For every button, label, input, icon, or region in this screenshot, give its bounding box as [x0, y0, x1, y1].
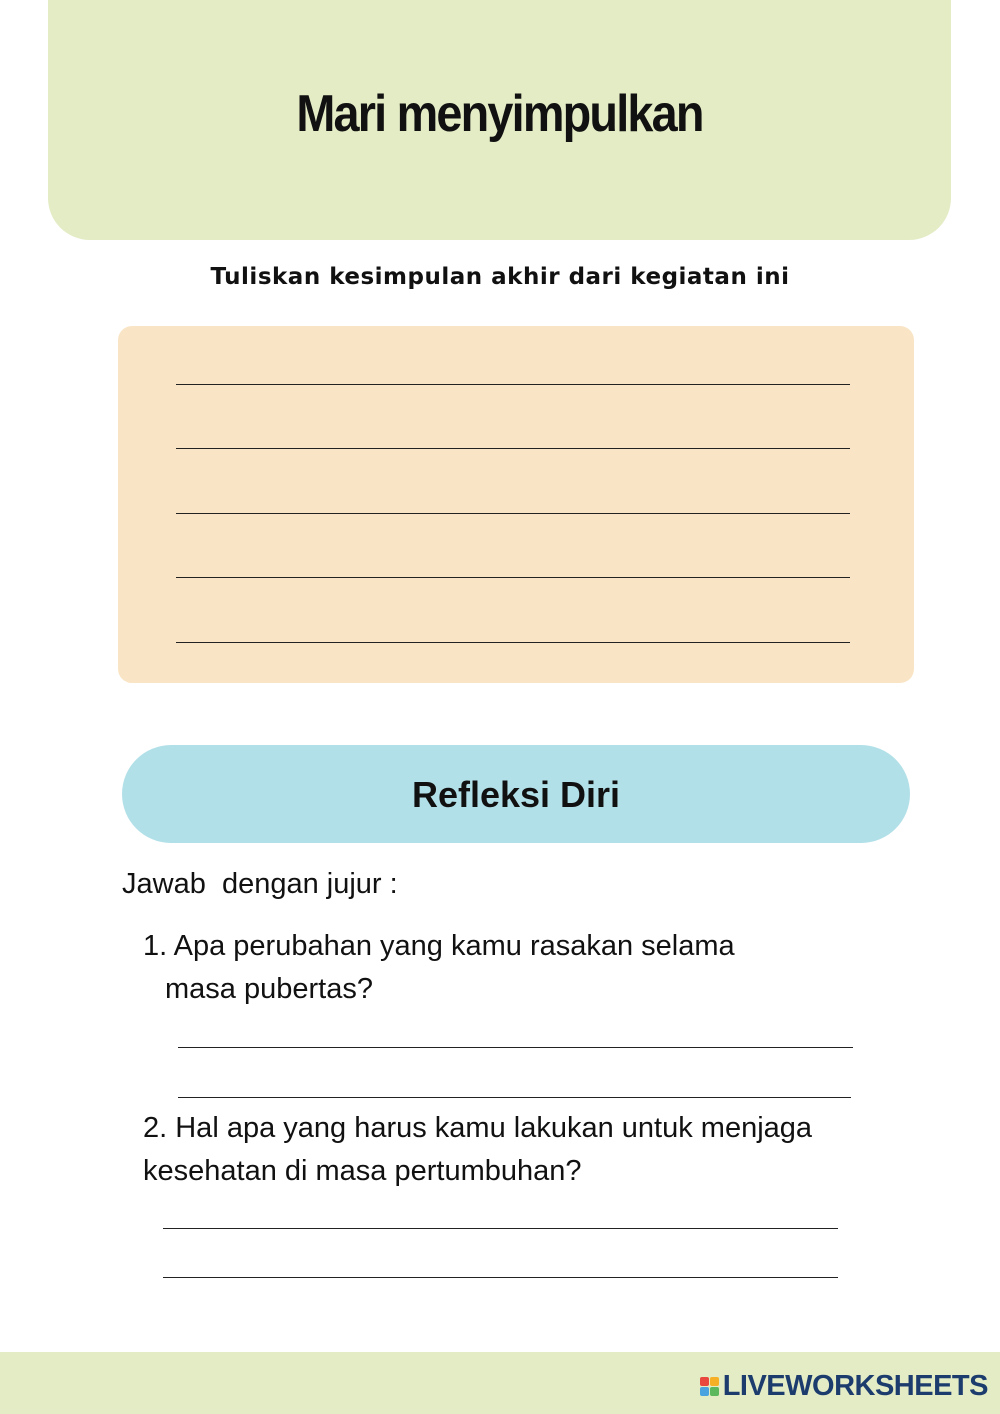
question-1-answer-line[interactable]: [178, 1047, 853, 1048]
reflection-header: [122, 745, 910, 843]
footer-bar: [0, 1352, 1000, 1414]
reflection-title: Refleksi Diri: [411, 774, 621, 815]
page-title: Mari menyimpulkan: [296, 85, 703, 143]
question-2-line-1: 2. Hal apa yang harus kamu lakukan untuk menjaga: [143, 1112, 813, 1144]
brand-link[interactable]: [700, 1370, 988, 1403]
reflection-intro: Jawab dengan jujur :: [122, 868, 398, 900]
question-2-answer-line[interactable]: [163, 1277, 838, 1278]
question-2-line-2: kesehatan di masa pertumbuhan?: [143, 1155, 582, 1187]
question-1-line-1: 1. Apa perubahan yang kamu rasakan selama: [143, 930, 735, 962]
liveworksheets-logo-icon: [700, 1377, 719, 1396]
question-1-answer-line[interactable]: [178, 1097, 851, 1098]
question-1-line-2: masa pubertas?: [165, 973, 373, 1005]
answer-line[interactable]: [176, 577, 850, 578]
question-2-answer-line[interactable]: [163, 1228, 838, 1229]
conclusion-answer-box[interactable]: [118, 326, 914, 683]
answer-line[interactable]: [176, 642, 850, 643]
answer-line[interactable]: [176, 384, 850, 385]
brand-name: LIVEWORKSHEETS: [722, 1370, 988, 1402]
conclusion-instruction: Tuliskan kesimpulan akhir dari kegiatan ini: [210, 264, 790, 290]
header-banner: [48, 0, 951, 240]
answer-line[interactable]: [176, 513, 850, 514]
answer-line[interactable]: [176, 448, 850, 449]
